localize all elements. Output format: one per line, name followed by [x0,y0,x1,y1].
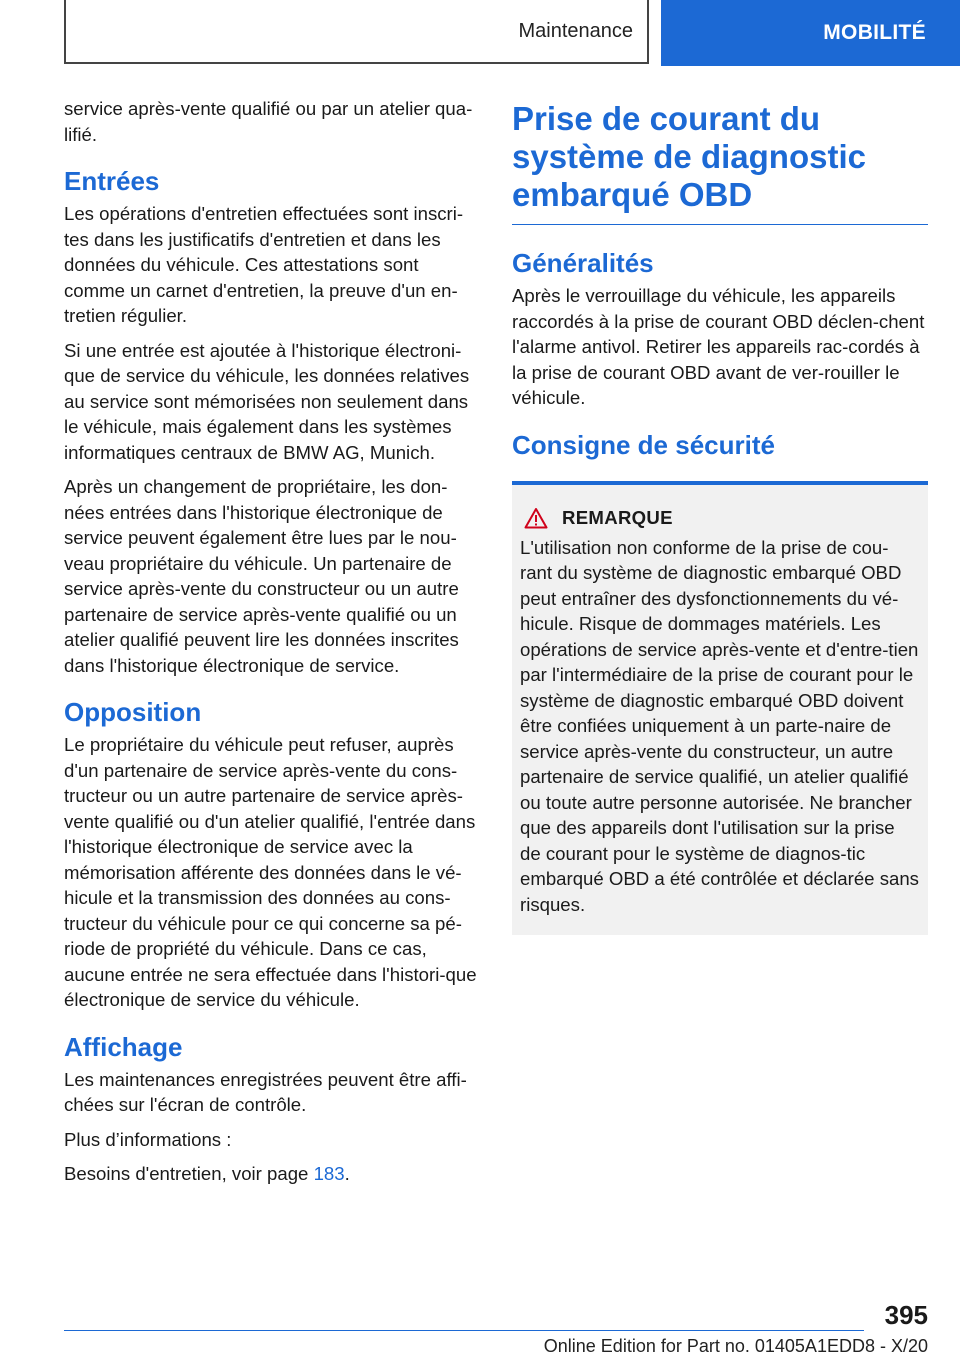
heading-entrees: Entrées [64,166,160,196]
left-column [64,96,480,1196]
affichage-ref-text: Besoins d'entretien, voir page [64,1163,314,1184]
right-column [512,100,928,935]
notice-header [520,507,920,529]
header-section-box [64,0,649,64]
opposition-paragraph: Le propriétaire du véhicule peut refuser, auprès d'un partenaire de service après-vente du cons-tructeur ou un autre partenaire de service après-vente qualifié ou d'un atelier qualifié, l'entrée dans l'historique électronique de service avec la mémorisation afférente des données dans le vé-hicule et la transmission des données au cons-tructeur du véhicule pour ce qui concerne sa pé-riode de propriété du véhicule. Dans ce cas, aucune entrée ne sera effectuée dans l'histori-que électronique de service du véhicule. [64,734,477,1010]
heading-affichage: Affichage [64,1031,183,1062]
page-link-183[interactable]: 183 [313,1163,345,1184]
notice-text: L'utilisation non conforme de la prise de cou-rant du système de diagnostic embarqué OBD peut entraîner des dysfonctionnements du vé-hicule. Risque de dommages matériels. Les opérations de service après-vente et d'entre-tien par l'intermédiaire de la prise de courant pour le système de diagnostic embarqué OBD doivent être confiées uniquement à un parte-naire de service après-vente du constructeur, un autre partenaire de service qualifié, un atelier qualifié ou toute autre personne autorisée. Ne brancher que des appareils dont l'utilisation sur la prise de courant pour le système de diagnos-tic embarqué OBD a été contrôlée et déclarée sans risques. [520,536,919,915]
header-chapter-label: MOBILITÉ [823,21,926,44]
heading-generalites: Généralités [512,248,654,278]
footer-divider [64,1330,864,1331]
warning-triangle-icon [524,507,548,529]
intro-paragraph: service après-vente qualifié ou par un atelier qua-lifié. [64,98,473,145]
heading-securite: Consigne de sécurité [512,429,775,460]
affichage-paragraph-1: Les maintenances enregistrées peuvent être affi-chées sur l'écran de contrôle. [64,1068,467,1115]
notice-label: REMARQUE [562,506,673,528]
entrees-paragraph-2: Si une entrée est ajoutée à l'historique électroni-que de service du véhicule, les données relatives au service sont mémorisées non seulement dans le véhicule, mais également dans les systèmes informatiques centraux de BMW AG, Munich. [64,339,470,463]
header-chapter-tab[interactable] [661,0,960,66]
page-number: 395 [884,1300,928,1330]
heading-opposition: Opposition [64,697,202,727]
entrees-paragraph-3: Après un changement de propriétaire, les don-nées entrées dans l'historique électronique de service peuvent également être lues par le nou-veau propriétaire du véhicule. Un partenaire de service après-vente du constructeur ou un autre partenaire de service après-vente qualifié ou un atelier qualifié peuvent lire les données inscrites dans l'historique électronique de service. [64,476,459,676]
notice-box [512,481,928,936]
entrees-paragraph-1: Les opérations d'entretien effectuées sont inscri-tes dans les justificatifs d'entretien et dans les données du véhicule. Ces attestations sont comme un carnet d'entretien, la preuve d'un en-tretien régulier. [64,203,464,326]
footer-edition: Online Edition for Part no. 01405A1EDD8 - X/20 [543,1336,928,1356]
affichage-ref-end: . [344,1163,350,1184]
title-divider [512,224,928,225]
affichage-paragraph-3 [64,1161,480,1187]
generalites-paragraph: Après le verrouillage du véhicule, les appareils raccordés à la prise de courant OBD déclen-chent l'alarme antivol. Retirer les appareils rac-cordés à la prise de courant OBD avant de ver-rouiller le véhicule. [512,285,925,408]
affichage-paragraph-2: Plus d’informations : [64,1128,232,1150]
header-section-title: Maintenance [518,19,633,42]
obd-title: Prise de courant du système de diagnostic embarqué OBD [512,100,866,213]
